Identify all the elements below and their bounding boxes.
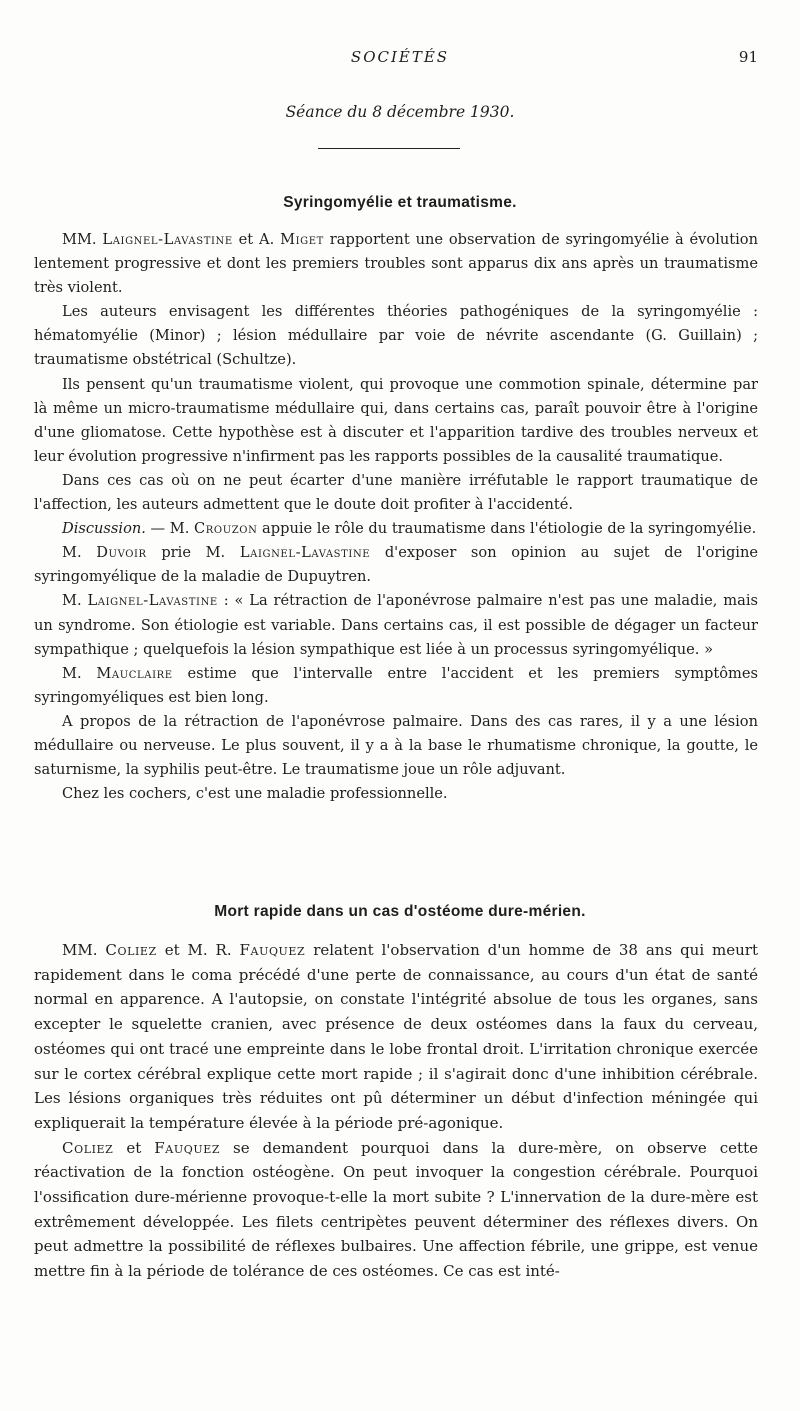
paragraph: A propos de la rétraction de l'aponévrose palmaire. Dans des cas rares, il y a une lésion médullaire ou nerveuse. Le plus souvent, il y a à la base le rhumatisme chronique, la goutte, le saturnisme, la syphilis peut-être. Le traumatisme joue un rôle adjuvant. <box>34 712 758 779</box>
text-run: d'exposer son opinion au sujet de l'origine syringomyélique de la maladie de Dupuytren. <box>34 544 759 586</box>
author-name: Coliez <box>105 941 157 959</box>
speaker-name: Laignel-Lavastine <box>239 544 371 562</box>
paragraph <box>34 228 758 300</box>
speaker-name: Mauclaire <box>96 664 173 682</box>
paragraph: Dans ces cas où on ne peut écarter d'une manière irréfutable le rapport traumatique de l'affection, les auteurs admettent que le doute doit profiter à l'accidenté. <box>34 471 758 514</box>
text-run: M. <box>62 664 97 682</box>
paragraph: Chez les cochers, c'est une maladie professionnelle. <box>62 785 448 803</box>
text-run: M. <box>62 592 88 610</box>
text-run: MM. <box>62 941 106 959</box>
running-title: SOCIÉTÉS <box>350 48 450 66</box>
text-run: M. <box>62 544 97 562</box>
paragraph <box>34 662 758 710</box>
text-run: appuie le rôle du traumatisme dans l'étiologie de la syringomyélie. <box>257 520 757 538</box>
author-name: Miget <box>280 231 324 248</box>
author-name: Fauquez <box>239 941 306 959</box>
text-run: prie M. <box>146 544 240 562</box>
speaker-name: Laignel-Lavastine <box>87 592 218 610</box>
text-run: et A. <box>232 231 281 248</box>
text-run: — M. <box>145 520 194 538</box>
text-run: relatent l'observation d'un homme de 38 ans qui meurt rapidement dans le coma précédé d'une perte de connaissance, au cours d'un état de santé normal en apparence. A l'autopsie, on constate l'intégrité absolue de tous les organes, sans excepter le squelette cranien, avec présence de deux ostéomes dans la faux du cerveau, ostéomes qui ont tracé une empreinte dans le lobe frontal droit. L'irritation chronique exercée sur le cortex cérébral explique cette mort rapide ; il s'agirait donc d'une inhibition cérébrale. Les lésions organiques très réduites ont pû déterminer un début d'infection méningée qui expliquerait la température élevée à la période pré-agonique. <box>34 941 758 1132</box>
paragraph <box>34 1136 758 1284</box>
author-name: Fauquez <box>154 1138 221 1157</box>
text-run: estime que l'intervalle entre l'accident et les premiers symptômes syringomyéliques est bien long. <box>34 664 758 706</box>
text-run: se demandent pourquoi dans la dure-mère, on observe cette réactivation de la fonction ostéogène. On peut invoquer la congestion cérébrale. Pourquoi l'ossification dure-mérienne provoque-t-elle la mort subite ? L'innervation de la dure-mère est extrêmement développée. Les filets centripètes peuvent déterminer des réflexes divers. On peut admettre la possibilité de réflexes bulbaires. Une affection fébrile, une grippe, est venue mettre fin à la période de tolérance de ces ostéomes. Ce cas est inté- <box>34 1138 758 1281</box>
page-number: 91 <box>738 48 758 66</box>
section-title-syringomyelie: Syringomyélie et traumatisme. <box>283 194 517 211</box>
paragraph <box>34 938 758 1136</box>
discussion-label: Discussion. <box>62 520 146 538</box>
text-run: et <box>113 1138 155 1157</box>
paragraph: Les auteurs envisagent les différentes théories pathogéniques de la syringomyélie : hématomyélie (Minor) ; lésion médullaire par voie de névrite ascendante (G. Guillain) ; traumatisme obstétrical (Schultze). <box>34 303 758 369</box>
section-body-osteome <box>34 938 758 1284</box>
text-run: : « La rétraction de l'aponévrose palmaire n'est pas une maladie, mais un syndrome. Son étiologie est variable. Dans certains cas, il est possible de dégager un facteur sympathique ; quelquefois la lésion sympathique est liée à un processus syringomyélique. » <box>34 592 758 658</box>
paragraph <box>34 589 758 661</box>
author-name: Coliez <box>62 1138 114 1157</box>
speaker-name: Crouzon <box>194 520 258 538</box>
author-name: Laignel-Lavastine <box>102 231 233 248</box>
section-body-syringomyelie <box>34 228 758 806</box>
paragraph <box>34 541 758 589</box>
session-date: Séance du 8 décembre 1930. <box>285 103 515 121</box>
separator-rule <box>318 148 460 149</box>
paragraph: Ils pensent qu'un traumatisme violent, qui provoque une commotion spinale, détermine par là même un micro-traumatisme médullaire qui, dans certains cas, paraît pouvoir être à l'origine d'une gliomatose. Cette hypothèse est à discuter et l'apparition tardive des troubles nerveux et leur évolution progressive n'infirment pas les rapports possibles de la causalité traumatique. <box>34 375 758 465</box>
speaker-name: Duvoir <box>96 544 147 562</box>
paragraph <box>34 517 758 541</box>
text-run: rapportent une observation de syringomyélie à évolution lentement progressive et dont les premiers troubles sont apparus dix ans après un traumatisme très violent. <box>34 231 758 297</box>
authors-lead: MM. <box>62 231 103 248</box>
running-head <box>0 48 800 74</box>
section-title-osteome: Mort rapide dans un cas d'ostéome dure-mérien. <box>214 903 586 920</box>
text-run: et M. R. <box>156 941 240 959</box>
